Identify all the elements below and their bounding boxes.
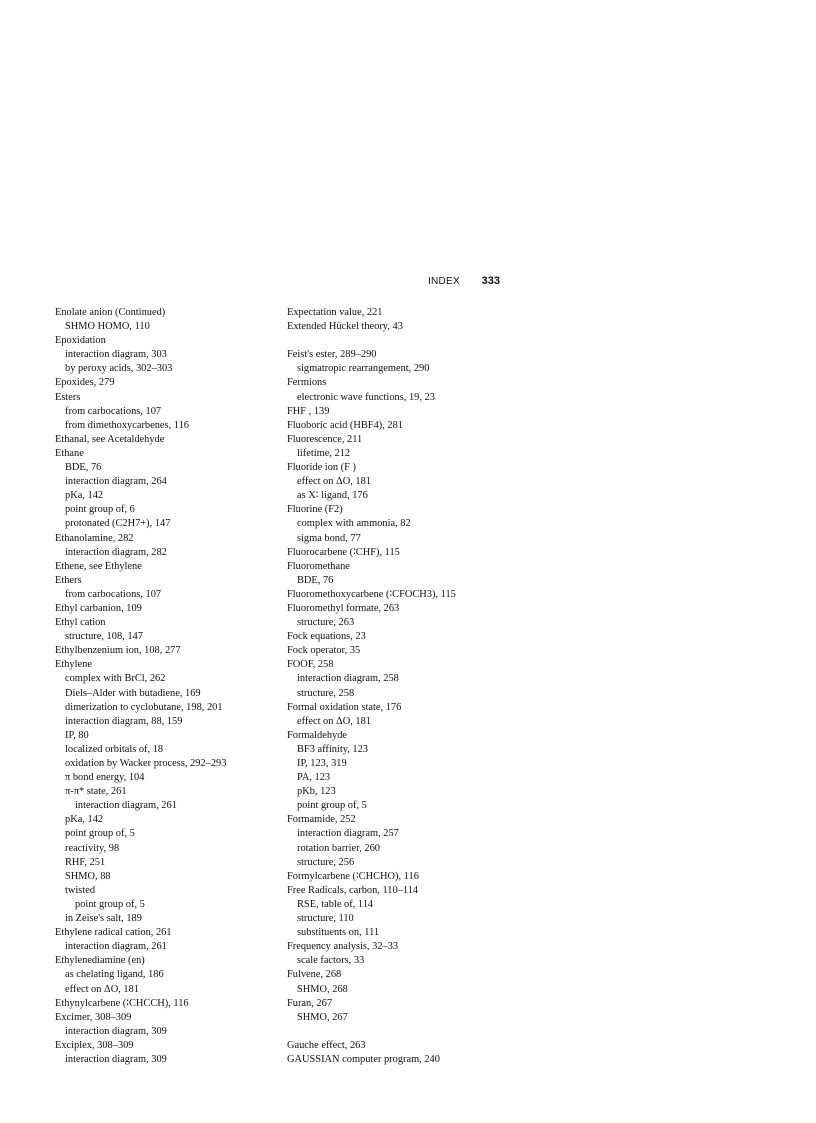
index-entry: Enolate anion (Continued) (55, 307, 166, 318)
index-subentry: IP, 123, 319 (297, 758, 347, 769)
index-subentry: effect on ΔO, 181 (297, 715, 372, 727)
index-entry: Ethynylcarbene (∶CHCCH), 116 (55, 997, 189, 1009)
index-subentry: BDE, 76 (297, 574, 334, 586)
index-column-right (287, 306, 527, 1067)
index-subentry: as chelating ligand, 186 (65, 969, 164, 981)
index-entry: Expectation value, 221 (287, 307, 383, 318)
index-entry: GAUSSIAN computer program, 240 (287, 1053, 440, 1065)
index-subentry: interaction diagram, 264 (65, 476, 167, 488)
index-entry: Fluoromethoxycarbene (∶CFOCH3), 115 (287, 588, 456, 600)
index-subentry: as X∶ ligand, 176 (297, 490, 368, 502)
index-entry: Fluoride ion (F ) (287, 462, 356, 474)
index-entry: Fluoromethyl formate, 263 (287, 602, 400, 614)
index-subentry: pKa, 142 (65, 814, 104, 826)
index-entry: Extended Hückel theory, 43 (287, 321, 403, 333)
index-subentry: electronic wave functions, 19, 23 (297, 391, 435, 403)
index-subentry: sigmatropic rearrangement, 290 (297, 363, 430, 375)
index-subentry: structure, 110 (297, 913, 354, 925)
index-subentry: interaction diagram, 282 (65, 546, 167, 558)
index-subentry: localized orbitals of, 18 (65, 743, 164, 755)
index-subentry: reactivity, 98 (65, 842, 120, 854)
index-entry: Ethylene radical cation, 261 (55, 927, 172, 939)
index-subentry: effect on ΔO, 181 (297, 476, 372, 488)
index-subentry: RSE, table of, 114 (297, 898, 374, 910)
index-entry: Fulvene, 268 (287, 969, 342, 981)
index-subentry: interaction diagram, 309 (65, 1053, 167, 1065)
index-subentry: π bond energy, 104 (65, 772, 145, 784)
index-subentry: interaction diagram, 257 (297, 828, 399, 840)
index-subentry: effect on ΔO, 181 (65, 983, 140, 995)
index-subentry: interaction diagram, 258 (297, 673, 399, 685)
index-subentry: interaction diagram, 261 (75, 800, 177, 812)
index-subentry: sigma bond, 77 (297, 532, 361, 544)
index-subentry: structure, 108, 147 (65, 631, 143, 643)
index-entry: Fluoboric acid (HBF4), 281 (287, 419, 404, 431)
index-entry: Ethane (55, 447, 84, 459)
index-entry: Gauche effect, 263 (287, 1039, 366, 1051)
index-subentry: from carbocations, 107 (65, 405, 162, 417)
index-subentry: pKb, 123 (297, 786, 336, 798)
index-entry: Fluorine (F2) (287, 504, 343, 516)
index-entry: Ethanal, see Acetaldehyde (55, 433, 165, 445)
index-subentry: scale factors, 33 (297, 955, 365, 967)
index-subentry: π-π* state, 261 (65, 786, 127, 798)
index-entry: Fluorocarbene (∶CHF), 115 (287, 546, 400, 558)
index-subentry: protonated (C2H7+), 147 (65, 518, 171, 530)
index-entry: Epoxidation (55, 335, 106, 347)
index-entry: Fock equations, 23 (287, 631, 366, 643)
index-subentry: rotation barrier, 260 (297, 842, 380, 854)
index-subentry: point group of, 5 (297, 800, 367, 812)
index-subentry: BDE, 76 (65, 462, 102, 474)
page-number: 333 (481, 275, 500, 287)
index-entry: FOOF, 258 (287, 659, 334, 671)
index-entry: Formaldehyde (287, 729, 348, 741)
index-subentry: point group of, 6 (65, 504, 135, 516)
index-entry: Ethylbenzenium ion, 108, 277 (55, 645, 181, 657)
index-gap (287, 1025, 527, 1039)
index-entry: Ethers (55, 574, 82, 586)
index-entry: Furan, 267 (287, 997, 333, 1009)
index-subentry: RHF, 251 (65, 856, 106, 868)
index-gap (287, 334, 527, 348)
index-subentry: oxidation by Wacker process, 292–293 (65, 758, 227, 769)
index-subentry: SHMO HOMO, 110 (65, 321, 150, 333)
index-column-left (55, 306, 295, 1067)
index-subentry: SHMO, 267 (297, 1011, 348, 1023)
index-subentry: substituents on, 111 (297, 927, 380, 939)
index-subentry: by peroxy acids, 302–303 (65, 363, 173, 375)
index-subentry: structure, 258 (297, 687, 355, 699)
index-subentry: interaction diagram, 261 (65, 941, 167, 953)
index-subentry: interaction diagram, 309 (65, 1025, 167, 1037)
index-subentry: structure, 256 (297, 856, 355, 868)
index-subentry: twisted (65, 884, 96, 896)
index-subentry: BF3 affinity, 123 (297, 743, 369, 755)
index-subentry: complex with ammonia, 82 (297, 518, 411, 530)
index-subentry: Diels–Alder with butadiene, 169 (65, 687, 201, 699)
index-subentry: pKa, 142 (65, 490, 104, 502)
index-subentry: dimerization to cyclobutane, 198, 201 (65, 701, 223, 713)
index-entry: Feist's ester, 289–290 (287, 349, 377, 361)
index-subentry: from dimethoxycarbenes, 116 (65, 419, 189, 431)
index-subentry: PA, 123 (297, 772, 331, 784)
index-subentry: SHMO, 268 (297, 983, 348, 995)
index-subentry: interaction diagram, 303 (65, 349, 167, 361)
index-entry: Esters (55, 391, 81, 403)
index-entry: FHF , 139 (287, 405, 330, 417)
index-subentry: point group of, 5 (75, 898, 145, 910)
index-entry: Exciplex, 308–309 (55, 1039, 134, 1051)
index-subentry: lifetime, 212 (297, 447, 351, 459)
index-entry: Excimer, 308–309 (55, 1011, 132, 1023)
index-entry: Ethene, see Ethylene (55, 560, 142, 572)
index-subentry: SHMO, 88 (65, 870, 111, 882)
index-entry: Ethyl cation (55, 617, 106, 629)
index-entry: Frequency analysis, 32–33 (287, 941, 399, 953)
index-entry: Ethyl carbanion, 109 (55, 602, 142, 614)
index-entry: Ethylene (55, 659, 92, 671)
header-title: INDEX (427, 276, 460, 287)
index-subentry: interaction diagram, 88, 159 (65, 715, 183, 727)
index-entry: Fluorescence, 211 (287, 433, 363, 445)
index-subentry: point group of, 5 (65, 828, 135, 840)
index-entry: Fock operator, 35 (287, 645, 361, 657)
index-entry: Epoxides, 279 (55, 377, 115, 389)
index-entry: Fermions (287, 377, 327, 389)
index-entry: Ethanolamine, 282 (55, 532, 134, 544)
index-subentry: structure, 263 (297, 617, 355, 629)
running-header (0, 276, 816, 296)
index-subentry: in Zeise's salt, 189 (65, 913, 142, 925)
index-entry: Formylcarbene (∶CHCHO), 116 (287, 870, 419, 882)
index-subentry: complex with BrCl, 262 (65, 673, 166, 685)
index-entry: Free Radicals, carbon, 110–114 (287, 884, 419, 896)
index-entry: Formamide, 252 (287, 814, 356, 826)
index-subentry: from carbocations, 107 (65, 588, 162, 600)
index-entry: Fluoromethane (287, 560, 350, 572)
index-entry: Formal oxidation state, 176 (287, 701, 402, 713)
index-subentry: IP, 80 (65, 729, 89, 741)
index-entry: Ethylenediamine (en) (55, 955, 145, 967)
